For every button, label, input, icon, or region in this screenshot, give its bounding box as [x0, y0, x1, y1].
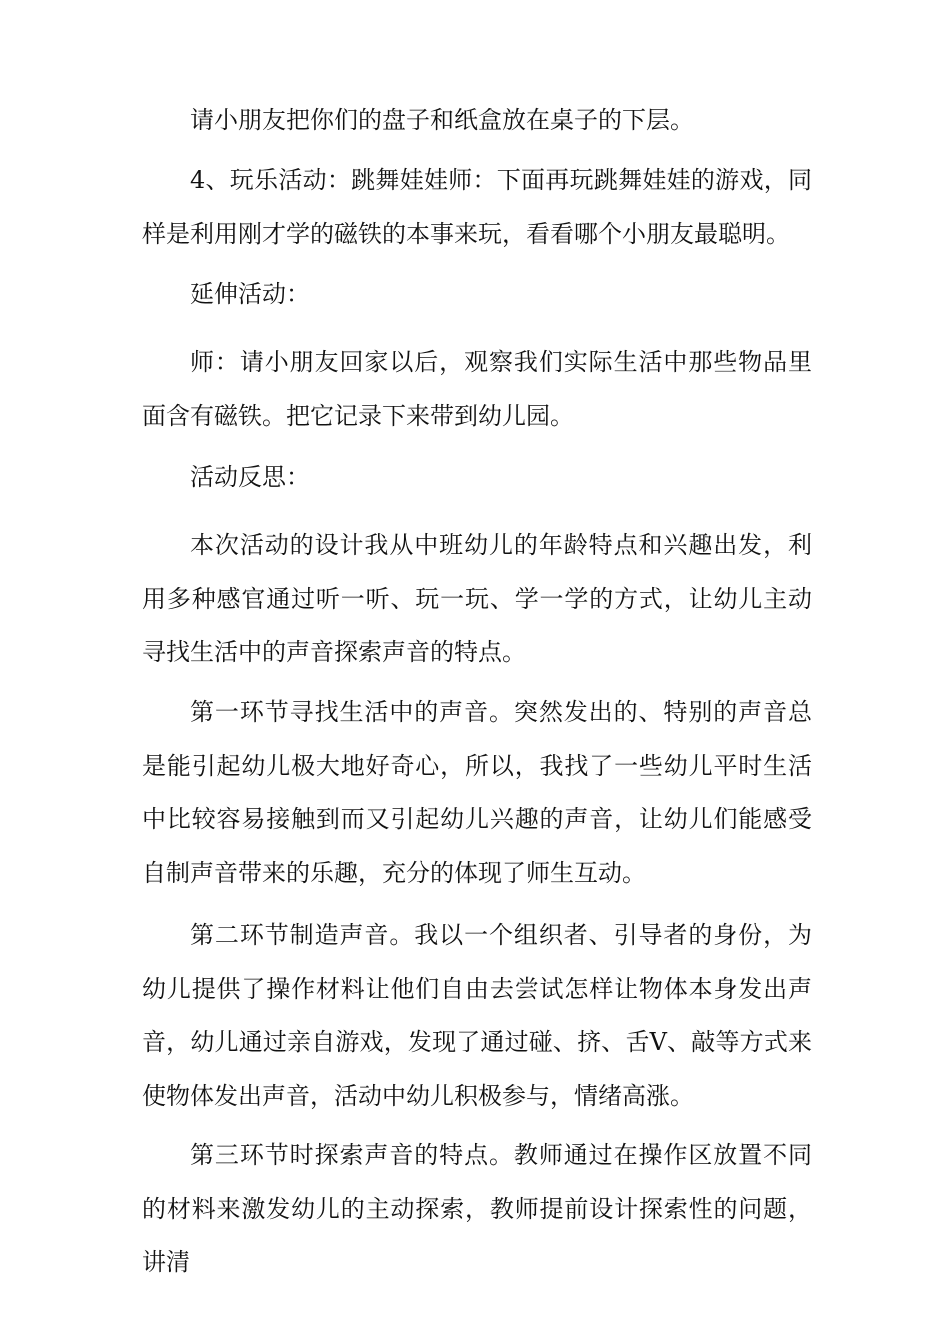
paragraph-1: 请小朋友把你们的盘子和纸盒放在桌子的下层。: [190, 106, 694, 134]
paragraph-7: 第一环节寻找生活中的声音。突然发出的、特别的声音总是能引起幼儿极大地好奇心，所以，我找了一些幼儿平时生活中比较容易接触到而又引起幼儿兴趣的声音，让幼儿们能感受自制声音带来的乐趣，充分的体现了师生互动。: [142, 698, 812, 887]
paragraph-9: 第三环节时探索声音的特点。教师通过在操作区放置不同的材料来激发幼儿的主动探索，教师提前设计探索性的问题，讲清: [142, 1141, 812, 1276]
paragraph-3: 延伸活动：: [190, 280, 310, 308]
paragraph-8: 第二环节制造声音。我以一个组织者、引导者的身份，为幼儿提供了操作材料让他们自由去尝试怎样让物体本身发出声音，幼儿通过亲自游戏，发现了通过碰、挤、舌V、敲等方式来使物体发出声音，活动中幼儿积极参与，情绪高涨。: [142, 921, 812, 1110]
paragraph-5: 活动反思：: [190, 463, 310, 491]
paragraph-4: 师：请小朋友回家以后，观察我们实际生活中那些物品里面含有磁铁。把它记录下来带到幼儿园。: [142, 348, 812, 430]
paragraph-2: 4、玩乐活动：跳舞娃娃师：下面再玩跳舞娃娃的游戏，同样是利用刚才学的磁铁的本事来玩，看看哪个小朋友最聪明。: [142, 166, 812, 248]
paragraph-6: 本次活动的设计我从中班幼儿的年龄特点和兴趣出发，利用多种感官通过听一听、玩一玩、学一学的方式，让幼儿主动寻找生活中的声音探索声音的特点。: [142, 531, 812, 666]
